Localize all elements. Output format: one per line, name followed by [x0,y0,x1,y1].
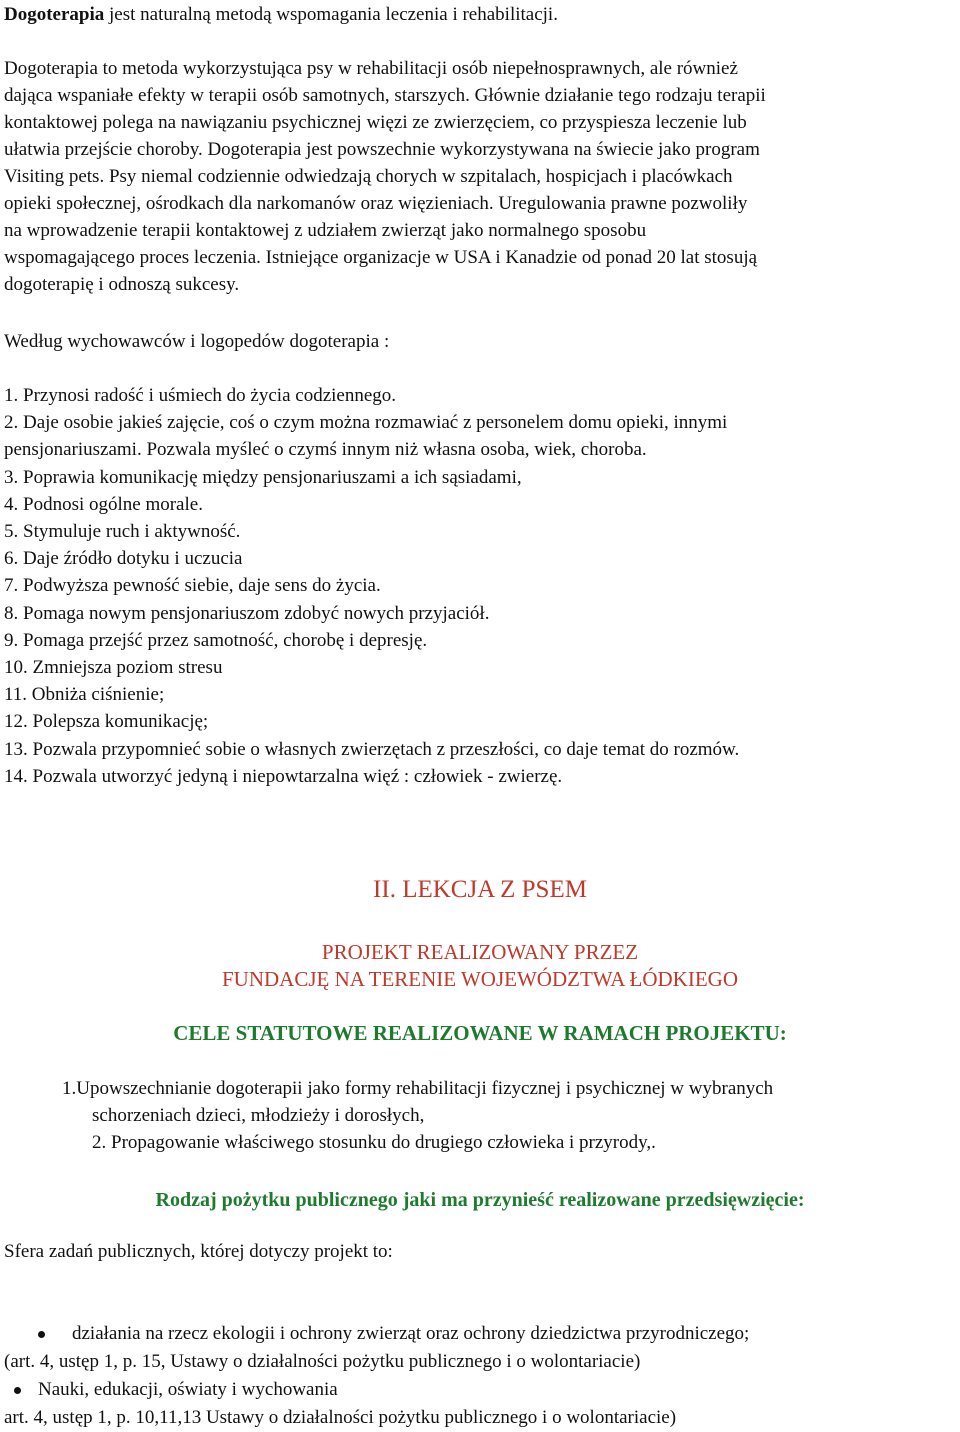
project-heading-line2: FUNDACJĘ NA TERENIE WOJEWÓDZTWA ŁÓDKIEGO [221,967,738,991]
list-item: 10. Zmniejsza poziom stresu [4,657,223,679]
project-heading [4,939,956,993]
paragraph-line: ułatwia przejście choroby. Dogoterapia jest powszechnie wykorzystywana na świecie jako program [4,139,760,160]
paragraph-line: dająca wspaniałe efekty w terapii osób samotnych, starszych. Głównie działanie tego rodzaju terapii [4,85,766,106]
list-item: 14. Pozwala utworzyć jedyną i niepowtarzalna więź : człowiek - zwierzę. [4,765,563,787]
goal-2: 2. Propagowanie właściwego stosunku do drugiego człowieka i przyrody,. [92,1132,656,1153]
section-title: II. LEKCJA Z PSEM [373,876,587,903]
bullet-text: Nauki, edukacji, oświaty i wychowania [38,1379,338,1400]
bullet-text: działania na rzecz ekologii i ochrony zwierząt oraz ochrony dziedzictwa przyrodniczego; [72,1323,750,1344]
bullet-item [4,1376,956,1404]
list-item: 3. Poprawia komunikację między pensjonariuszami a ich sąsiadami, [4,466,522,488]
goal-1-line2: schorzeniach dzieci, młodzieży i dorosłych, [92,1105,425,1126]
intro-paragraph [4,1,956,28]
benefit-type-heading: Rodzaj pożytku publicznego jaki ma przynieść realizowane przedsięwzięcie: [155,1189,805,1211]
list-item: 7. Podwyższa pewność siebie, daje sens do życia. [4,575,381,597]
paragraph-line: kontaktowej polega na nawiązaniu psychicznej więzi ze zwierzęciem, co przyspiesza leczenie lub [4,112,747,133]
paragraph-line: opieki społecznej, ośrodkach dla narkomanów oraz więzieniach. Uregulowania prawne pozwoliły [4,193,748,214]
bullet-note: art. 4, ustęp 1, p. 10,11,13 Ustawy o działalności pożytku publicznego i o wolontariacie) [4,1407,677,1428]
intro-bold-term: Dogoterapia [4,4,105,25]
list-item: 13. Pozwala przypomnieć sobie o własnych zwierzętach z przeszłości, co daje temat do rozmów. [4,738,740,760]
public-tasks-list [4,1320,956,1432]
paragraph-line: Visiting pets. Psy niemal codziennie odwiedzają chorych w szpitalach, hospicjach i placówkach [4,166,733,187]
list-item: 11. Obniża ciśnienie; [4,684,165,706]
paragraph-line: Dogoterapia to metoda wykorzystująca psy w rehabilitacji osób niepełnosprawnych, ale również [4,58,738,79]
description-paragraph [4,55,956,298]
list-item: 9. Pomaga przejść przez samotność, chorobę i depresję. [4,629,428,651]
list-item: 5. Stymuluje ruch i aktywność. [4,521,241,543]
project-heading-line1: PROJEKT REALIZOWANY PRZEZ [321,940,639,964]
paragraph-line: na wprowadzenie terapii kontaktowej z udziałem zwierząt jako normalnego sposobu [4,220,647,241]
bullet-icon [14,1387,21,1394]
list-item: 6. Daje źródło dotyku i uczucia [4,548,243,570]
bullet-icon [38,1331,45,1338]
paragraph-line: dogoterapię i odnoszą sukcesy. [4,274,240,295]
paragraph-line: wspomagającego proces leczenia. Istniejące organizacje w USA i Kanadzie od ponad 20 lat stosują [4,247,758,268]
list-item: 8. Pomaga nowym pensjonariuszom zdobyć nowych przyjaciół. [4,602,490,624]
benefits-intro: Według wychowawców i logopedów dogoterapia : [4,331,390,352]
intro-text: jest naturalną metodą wspomagania leczenia i rehabilitacji. [104,4,558,25]
list-item: 12. Polepsza komunikację; [4,711,209,733]
goal-1-line1: 1.Upowszechnianie dogoterapii jako formy rehabilitacji fizycznej i psychicznej w wybranych [62,1078,774,1099]
public-tasks-label: Sfera zadań publicznych, której dotyczy projekt to: [4,1241,393,1262]
bullet-note: (art. 4, ustęp 1, p. 15, Ustawy o działalności pożytku publicznego i o wolontariacie) [4,1351,641,1372]
list-item: 4. Podnosi ogólne morale. [4,493,203,515]
benefits-list [4,382,956,790]
list-item: pensjonariuszami. Pozwala myśleć o czymś innym niż własna osoba, wiek, choroba. [4,439,647,461]
list-item: 1. Przynosi radość i uśmiech do życia codziennego. [4,385,397,406]
bullet-item [4,1320,956,1348]
goals-list [62,1075,960,1156]
goals-heading: CELE STATUTOWE REALIZOWANE W RAMACH PROJEKTU: [173,1021,787,1045]
list-item: 2. Daje osobie jakieś zajęcie, coś o czym można rozmawiać z personelem domu opieki, innymi [4,412,728,434]
